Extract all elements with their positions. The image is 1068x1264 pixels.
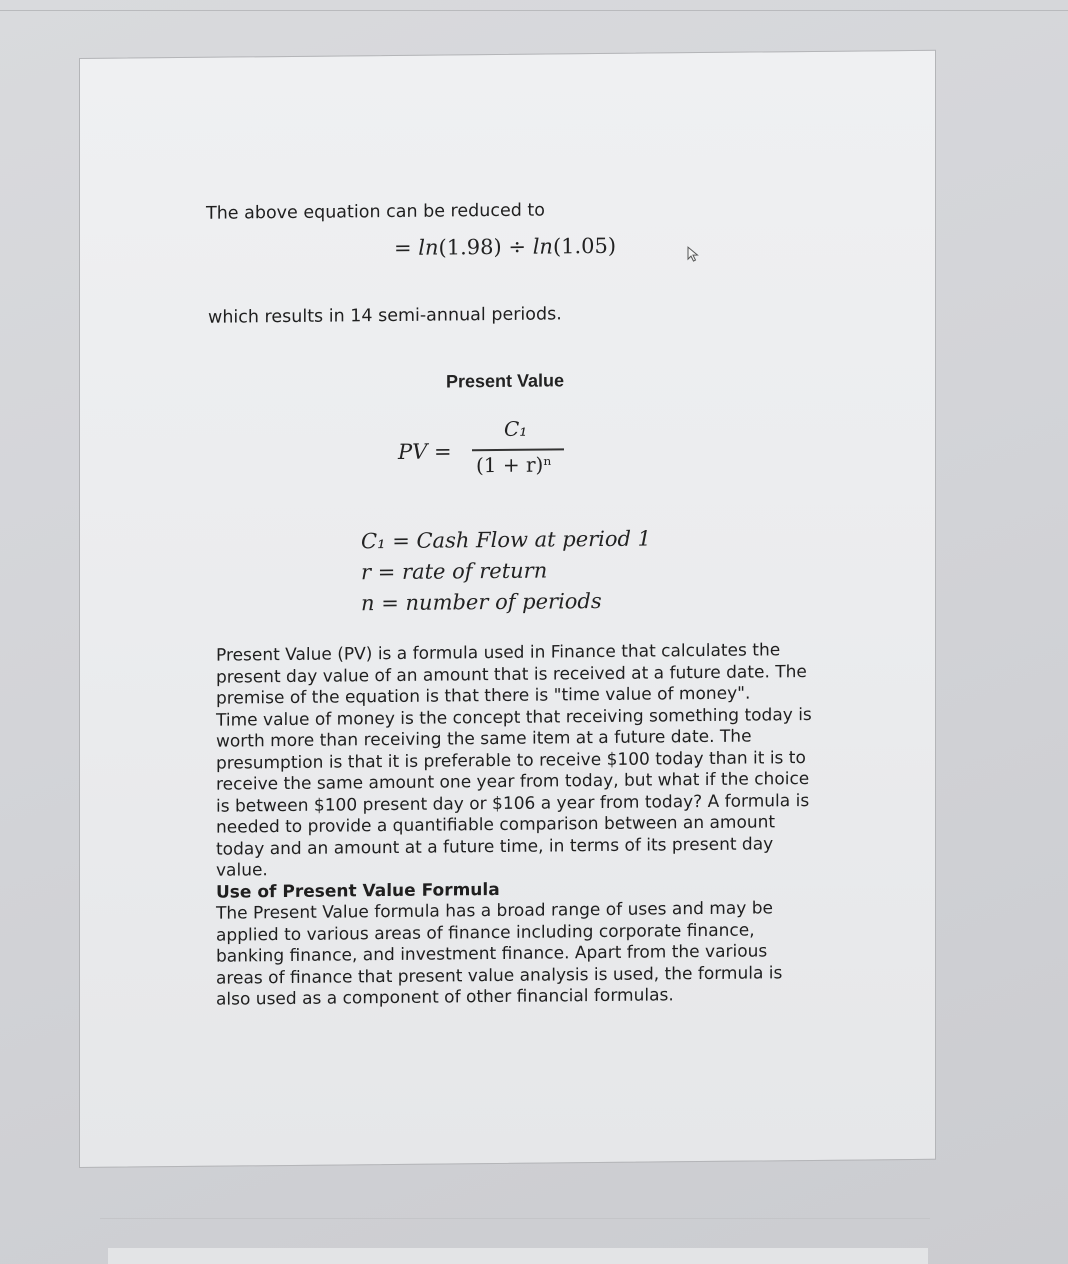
- ln-argument-1: (1.98): [438, 234, 502, 260]
- section-subheading: Use of Present Value Formula: [216, 879, 500, 903]
- definition-row: [361, 555, 651, 589]
- present-value-heading: Present Value: [446, 370, 565, 392]
- ln-function-1: ln: [418, 235, 439, 260]
- definition-equals: =: [392, 528, 410, 553]
- paragraph-uses: The Present Value formula has a broad range of uses and may be applied to various areas of finance including corporate finance, banking finance, and investment finance. Apart from the various areas of finance that present value analysis is used, the formula is also used as a component of other financial formulas.: [216, 898, 783, 1010]
- log-equation: [394, 234, 616, 260]
- variable-definitions: [361, 524, 651, 620]
- definition-meaning: Cash Flow at period 1: [416, 526, 652, 553]
- explanation-text: [216, 640, 816, 1011]
- equals-sign: =: [394, 235, 412, 260]
- definition-equals: =: [381, 590, 399, 616]
- screen-edge-top: [0, 10, 1068, 11]
- screen-edge-lower: [100, 1218, 930, 1219]
- document-page: [79, 50, 936, 1168]
- ln-function-2: ln: [532, 234, 553, 259]
- definition-equals: =: [377, 559, 396, 585]
- mouse-pointer-icon: [686, 246, 702, 262]
- present-value-formula: [398, 416, 578, 488]
- intro-text: The above equation can be reduced to: [206, 200, 545, 224]
- definition-row: [361, 586, 651, 620]
- paragraph-time-value: Time value of money is the concept that receiving something today is worth more than receiving the same item at a future date. The presumption is that it is preferable to receive $100 today than it is to receive the same amount one year from today, but what if the choice is between $100 present day or $106 a year from today? A formula is needed to provide a quantifiable comparison between an amount today and an amount at a future time, in terms of its present day value.: [216, 704, 812, 881]
- definition-symbol: r: [361, 560, 372, 585]
- definition-symbol: n: [361, 591, 375, 616]
- definition-meaning: rate of return: [402, 558, 548, 584]
- ln-argument-2: (1.05): [552, 233, 617, 259]
- definition-symbol: C₁: [361, 529, 386, 554]
- formula-denominator: (1 + r)ⁿ: [476, 452, 553, 478]
- divide-sign: ÷: [508, 234, 526, 259]
- screen-edge-bottom: [108, 1248, 928, 1264]
- fraction-bar: [472, 448, 564, 450]
- definition-row: [361, 524, 651, 558]
- formula-numerator: C₁: [504, 416, 528, 441]
- result-text: which results in 14 semi-annual periods.: [208, 304, 562, 328]
- paragraph-pv-definition: Present Value (PV) is a formula used in Finance that calculates the present day value of an amount that is received at a future date. The premise of the equation is that there is "time value of money".: [216, 640, 807, 709]
- formula-lhs: PV =: [398, 439, 452, 464]
- definition-meaning: number of periods: [405, 588, 602, 615]
